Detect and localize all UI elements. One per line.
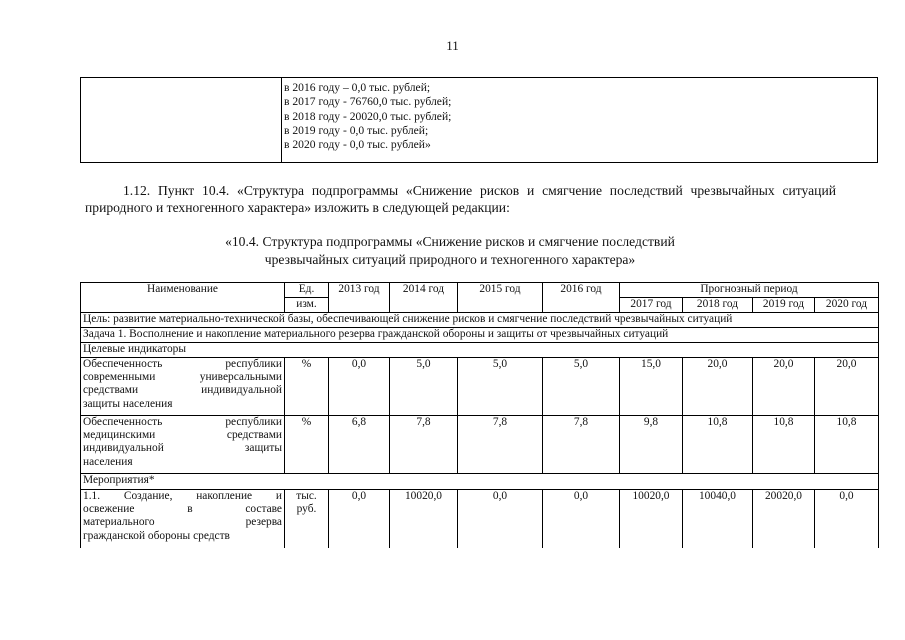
value-2016: 0,0: [543, 490, 620, 548]
value-2018: 10,8: [683, 416, 753, 474]
section-heading-line: чрезвычайных ситуаций природного и техногенного характера»: [264, 252, 636, 267]
value-2013: 0,0: [329, 358, 390, 416]
header-2015: 2015 год: [458, 283, 543, 313]
section-heading: [150, 233, 750, 269]
header-2018: 2018 год: [683, 298, 753, 313]
section-heading-line: «10.4. Структура подпрограммы «Снижение рисков и смягчение последствий: [225, 234, 675, 249]
value-2016: 5,0: [543, 358, 620, 416]
value-2020: 20,0: [815, 358, 879, 416]
value-2014: 5,0: [390, 358, 458, 416]
header-unit-line2: изм.: [285, 298, 329, 313]
value-2013: 0,0: [329, 490, 390, 548]
activities-label-row: Мероприятия*: [81, 474, 879, 490]
continuation-funding-cell: [282, 78, 878, 163]
funding-line: в 2020 году - 0,0 тыс. рублей»: [284, 138, 431, 152]
header-2019: 2019 год: [753, 298, 815, 313]
table-row: [81, 490, 879, 548]
value-2019: 10,8: [753, 416, 815, 474]
header-2013: 2013 год: [329, 283, 390, 313]
header-2016: 2016 год: [543, 283, 620, 313]
value-2014: 7,8: [390, 416, 458, 474]
header-2014: 2014 год: [390, 283, 458, 313]
funding-line: в 2016 году – 0,0 тыс. рублей;: [284, 81, 431, 94]
indicator-name: Обеспеченность республики медицинскими средствами индивидуальной защиты населения: [81, 416, 285, 474]
funding-line: в 2018 году - 20020,0 тыс. рублей;: [284, 109, 452, 123]
goal-row: Цель: развитие материально-технической базы, обеспечивающей снижение рисков и смягчение последствий чрезвычайных ситуаций: [81, 313, 879, 328]
continuation-table: [80, 77, 878, 163]
task-row: Задача 1. Восполнение и накопление материального резерва гражданской обороны и защиты от чрезвычайных ситуаций: [81, 328, 879, 343]
activity-unit: тыс. руб.: [285, 490, 329, 548]
amendment-paragraph: 1.12. Пункт 10.4. «Структура подпрограммы «Снижение рисков и смягчение последствий чрезвычайных ситуаций природного и техногенного характера» изложить в следующей редакции:: [85, 183, 836, 215]
header-name: Наименование: [81, 283, 285, 313]
value-2020: 10,8: [815, 416, 879, 474]
value-2014: 10020,0: [390, 490, 458, 548]
value-2017: 9,8: [620, 416, 683, 474]
indicator-unit: %: [285, 358, 329, 416]
value-2020: 0,0: [815, 490, 879, 548]
value-2017: 10020,0: [620, 490, 683, 548]
value-2016: 7,8: [543, 416, 620, 474]
page-number: 11: [446, 38, 459, 53]
table-row: [81, 358, 879, 416]
value-2017: 15,0: [620, 358, 683, 416]
indicator-name: Обеспеченность республики современными универсальными средствами индивидуальной защиты населения: [81, 358, 285, 416]
continuation-empty-cell: [81, 78, 282, 163]
activity-name: 1.1. Создание, накопление и освежение в составе материального резерва гражданской обороны средств: [81, 490, 285, 548]
header-forecast-period: Прогнозный период: [620, 283, 879, 298]
value-2015: 0,0: [458, 490, 543, 548]
header-2020: 2020 год: [815, 298, 879, 313]
header-2017: 2017 год: [620, 298, 683, 313]
value-2019: 20,0: [753, 358, 815, 416]
table-row: [81, 416, 879, 474]
indicators-label-row: Целевые индикаторы: [81, 343, 879, 358]
value-2015: 7,8: [458, 416, 543, 474]
value-2013: 6,8: [329, 416, 390, 474]
funding-line: в 2019 году - 0,0 тыс. рублей;: [284, 123, 429, 137]
funding-line: в 2017 году - 76760,0 тыс. рублей;: [284, 95, 452, 109]
subprogram-structure-table: [80, 282, 879, 548]
value-2019: 20020,0: [753, 490, 815, 548]
value-2015: 5,0: [458, 358, 543, 416]
header-unit: Ед.: [285, 283, 329, 298]
value-2018: 10040,0: [683, 490, 753, 548]
value-2018: 20,0: [683, 358, 753, 416]
indicator-unit: %: [285, 416, 329, 474]
